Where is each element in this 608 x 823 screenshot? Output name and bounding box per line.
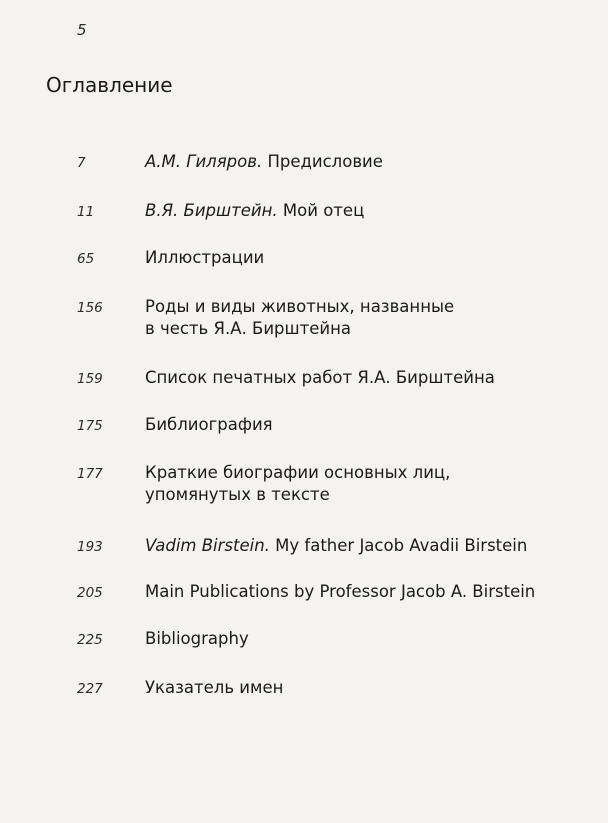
toc-entry-page: 227 [77,681,103,697]
toc-entry-title [145,462,595,506]
toc-entry-page: 7 [77,155,86,171]
toc-entry-author: Vadim Birstein. [145,536,270,555]
toc-entry-title-line2: в честь Я.А. Бирштейна [145,319,352,338]
toc-entry-title-text: Bibliography [145,629,249,648]
toc-entry-title-text: Иллюстрации [145,248,265,267]
toc-heading: Оглавление [46,73,173,97]
toc-entry-title-text: Роды и виды животных, названные [145,297,455,316]
toc-entry-page: 225 [77,632,103,648]
toc-entry-title-text: Предисловие [267,152,383,171]
toc-entry-title [145,151,595,173]
toc-entry-title-line2: упомянутых в тексте [145,485,330,504]
toc-entry-title-text: Список печатных работ Я.А. Бирштейна [145,368,495,387]
toc-entry-title-text: Краткие биографии основных лиц, [145,463,451,482]
toc-entry-page: 156 [77,300,103,316]
toc-entry-page: 193 [77,539,103,555]
toc-entry-title-text: Библиография [145,415,273,434]
toc-entry-author: В.Я. Бирштейн. [145,201,278,220]
toc-entry-title-text: Main Publications by Professor Jacob A. Birstein [145,582,536,601]
toc-entry-title [145,367,595,389]
toc-entry-author: А.М. Гиляров. [145,152,263,171]
toc-entry-page: 177 [77,466,103,482]
toc-entry-title [145,296,595,340]
toc-entry-title [145,628,595,650]
toc-entry-title [145,247,595,269]
toc-entry-title-text: Мой отец [282,201,365,220]
toc-entry-title [145,414,595,436]
toc-entry-title-text: My father Jacob Avadii Birstein [275,536,528,555]
toc-entry-title [145,677,595,699]
toc-entry-title [145,581,595,603]
toc-entry-page: 159 [77,371,103,387]
toc-entry-title-text: Указатель имен [145,678,284,697]
toc-entry-page: 65 [77,251,95,267]
page-number: 5 [77,21,87,39]
toc-entry-page: 205 [77,585,103,601]
toc-entry-page: 11 [77,204,95,220]
toc-entry-page: 175 [77,418,103,434]
toc-entry-title [145,535,595,557]
toc-entry-title [145,200,595,222]
